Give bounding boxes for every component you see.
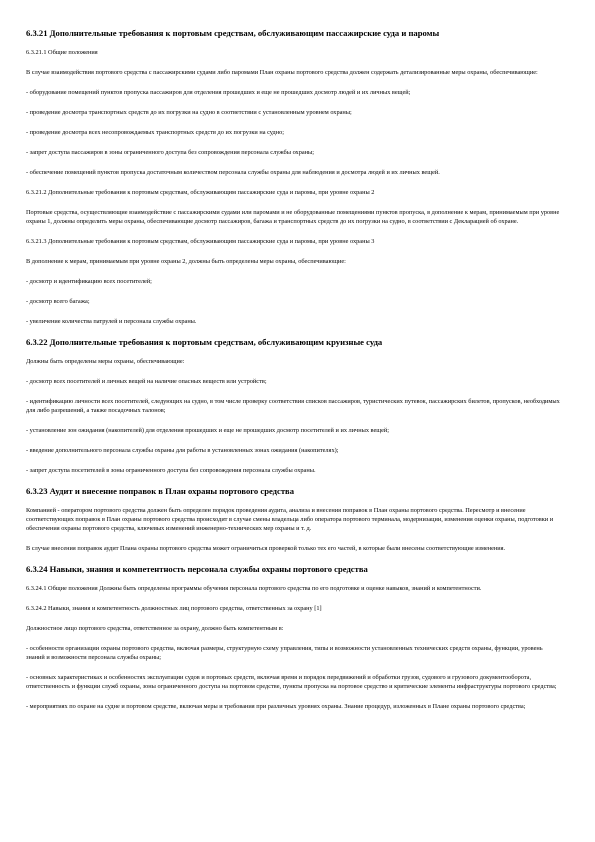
- paragraph: - идентификацию личности всех посетителей, следующих на судно, в том числе проверку соответствия списков пассажиров, туристических путевок, пассажирских билетов, пропусков, необходимых для либо разрешений, а также посадочных талонов;: [26, 398, 560, 414]
- paragraph: Портовые средства, осуществляющие взаимодействие с пассажирскими судами или паромами и не оборудованные помещениями пунктов пропуска, в дополнение к мерам, принимаемым при уровне охраны 1, должны определить меры охраны, обеспечивающие досмотр пассажиров, багажа и транспортных средств до их погрузки на судно, в соответствии с Декларацией об охране.: [26, 209, 560, 225]
- paragraph: 6.3.21.3 Дополнительные требования к портовым средствам, обслуживающим пассажирские суда и паромы, при уровне охраны 3: [26, 238, 375, 245]
- paragraph: В случае внесения поправок аудит Плана охраны портового средства может ограничиться проверкой только тех его частей, в которые были внесены соответствующие изменения.: [26, 545, 506, 552]
- paragraph: - досмотр всего багажа;: [26, 298, 90, 305]
- paragraph: Должны быть определены меры охраны, обеспечивающие:: [26, 358, 185, 365]
- paragraph: - увеличение количества патрулей и персонала службы охраны.: [26, 318, 197, 325]
- paragraph: 6.3.24.1 Общие положения Должны быть определены программы обучения персонала портового средства по его подготовке и оценке навыков, знаний и компетентности.: [26, 585, 482, 592]
- paragraph: 6.3.21.2 Дополнительные требования к портовым средствам, обслуживающим пассажирские суда и паромы, при уровне охраны 2: [26, 189, 375, 196]
- section-heading: 6.3.23 Аудит и внесение поправок в План охраны портового средства: [26, 486, 294, 496]
- paragraph: - основных характеристиках и особенностях эксплуатации судов и портовых средств, включая время и порядок передвижений и обработки грузов, судового и грузового документооборота, ответственность и функции служб охраны, зоны ограниченного доступа на портовом средстве, пункты пропуска на портовое средство и критические элементы инфраструктуры портового средства;: [26, 674, 557, 690]
- paragraph: - введение дополнительного персонала службы охраны для работы в установленных зонах ожидания (накопителях);: [26, 447, 339, 454]
- paragraph: - досмотр и идентификацию всех посетителей;: [26, 278, 152, 285]
- paragraph: 6.3.21.1 Общие положения: [26, 49, 98, 56]
- paragraph: - запрет доступа пассажиров в зоны ограниченного доступа без сопровождения персонала службы охраны;: [26, 149, 314, 156]
- paragraph: - обеспечение помещений пунктов пропуска достаточным количеством персонала службы охраны для наблюдения и досмотра людей и их личных вещей.: [26, 169, 440, 176]
- paragraph: Компанией - оператором портового средства должен быть определен порядок проведения аудита, анализа и внесения поправок в План охраны портового средства. Пересмотр и внесение соответствующих поправок в План охраны портового средства происходит в случае смены владельца либо оператора портового терминала, модернизации, изменения оценки охраны, подготовки и обеспечения охраны портового средства, ключевых изменений инженерно-технических мер охраны и т. д.: [26, 507, 554, 532]
- section-heading: 6.3.24 Навыки, знания и компетентность персонала службы охраны портового средства: [26, 564, 368, 574]
- paragraph: - проведение досмотра транспортных средств до их погрузки на судно в соответствии с установленным уровнем охраны;: [26, 109, 352, 116]
- section-heading: 6.3.21 Дополнительные требования к портовым средствам, обслуживающим пассажирские суда и паромы: [26, 28, 440, 38]
- section-heading: 6.3.22 Дополнительные требования к портовым средствам, обслуживающим круизные суда: [26, 337, 383, 347]
- paragraph: - установление зон ожидания (накопителей) для отделения прошедших и еще не прошедших досмотр посетителей и их личных вещей;: [26, 427, 390, 434]
- paragraph: - запрет доступа посетителей в зоны ограниченного доступа без сопровождения персонала службы охраны.: [26, 467, 316, 474]
- paragraph: - досмотр всех посетителей и личных вещей на наличие опасных веществ или устройств;: [26, 378, 267, 385]
- paragraph: 6.3.24.2 Навыки, знания и компетентность должностных лиц портового средства, ответственных за охрану [1]: [26, 605, 322, 612]
- paragraph: - проведение досмотра всех несопровождаемых транспортных средств до их погрузки на судно;: [26, 129, 285, 136]
- paragraph: В дополнение к мерам, принимаемым при уровне охраны 2, должны быть определены меры охраны, обеспечивающие:: [26, 258, 346, 265]
- paragraph: Должностное лицо портового средства, ответственное за охрану, должно быть компетентным в:: [26, 625, 284, 632]
- paragraph: - мероприятиях по охране на судне и портовом средстве, включая меры и требования при различных уровнях охраны. Знание процедур, изложенных в Плане охраны портового средства;: [26, 703, 526, 710]
- paragraph: - оборудование помещений пунктов пропуска пассажиров для отделения прошедших и еще не прошедших досмотр людей и их личных вещей;: [26, 89, 411, 96]
- paragraph: В случае взаимодействия портового средства с пассажирскими судами либо паромами План охраны портового средства должен содержать детализированные меры охраны, обеспечивающие:: [26, 69, 538, 76]
- paragraph: - особенности организации охраны портового средства, включая размеры, структурную схему управления, типы и возможности установленных технических средств охраны, функции, уровень знаний и возможности персонала службы охраны;: [26, 645, 543, 661]
